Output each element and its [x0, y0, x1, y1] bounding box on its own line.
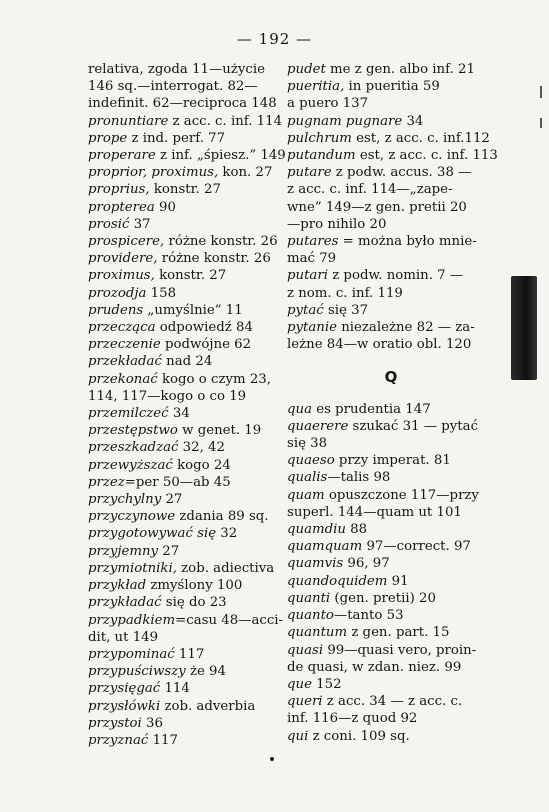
index-term: quamvis: [287, 556, 344, 572]
index-term: que: [287, 676, 312, 692]
index-reference: 99—quasi vero, proin-: [323, 642, 477, 658]
index-reference: „umyślnie” 11: [143, 302, 243, 318]
index-entry: [287, 607, 495, 624]
index-term: przykładać: [88, 595, 162, 611]
index-term: przykład: [88, 578, 147, 594]
index-entry: [287, 267, 495, 284]
index-reference: w genet. 19: [177, 423, 262, 439]
index-term: putandum: [287, 148, 356, 164]
index-reference: niezależne 82 — za-: [336, 320, 475, 336]
index-term: putari: [287, 268, 328, 284]
index-term: putare: [287, 165, 332, 181]
index-reference: z podw. nomin. 7 —: [327, 268, 464, 284]
index-entry: [287, 469, 495, 486]
index-reference: a puero 137: [287, 96, 369, 112]
index-entry: [88, 302, 278, 319]
index-term: quanti: [287, 590, 331, 606]
index-reference: się 37: [323, 302, 369, 318]
index-entry: [88, 130, 278, 147]
index-reference: = można było mnie-: [338, 234, 477, 250]
index-term: prudens: [88, 302, 144, 318]
index-reference: 34: [168, 406, 190, 422]
index-term: pugnam pugnare: [287, 113, 403, 129]
index-entry: [88, 491, 278, 508]
index-reference: nad 24: [161, 354, 213, 370]
index-reference: 90: [154, 199, 176, 215]
index-term: przemilczeć: [88, 406, 169, 422]
index-reference: superl. 144—quam ut 101: [287, 504, 462, 520]
index-entry: [287, 302, 495, 319]
right-column: [287, 61, 498, 745]
index-term: quamdiu: [287, 522, 346, 538]
index-term: przewyższać: [88, 457, 173, 473]
index-entry: [88, 216, 278, 233]
index-reference: zob. adiectiva: [176, 560, 275, 576]
index-entry: [287, 181, 495, 198]
index-entry: [88, 233, 278, 250]
index-term: quam: [287, 487, 325, 503]
index-entry: [287, 336, 495, 353]
page-edge-mark: [540, 86, 542, 98]
index-reference: kon. 27: [218, 165, 273, 181]
index-reference: (gen. pretii) 20: [330, 590, 436, 606]
index-term: przychylny: [88, 492, 162, 508]
section-letter-q: Q: [384, 368, 398, 387]
index-term: pulchrum: [287, 130, 352, 146]
index-reference: de quasi, w zdan. niez. 99: [287, 659, 462, 675]
index-term: pronuntiare: [88, 113, 169, 129]
index-entry: [88, 508, 278, 525]
index-reference: 32: [216, 526, 238, 542]
index-entry: [287, 573, 495, 590]
page-edge-shadow: [511, 276, 537, 380]
index-term: qua: [287, 401, 313, 417]
index-reference: me z gen. albo inf. 21: [325, 62, 475, 77]
index-entry: [287, 590, 495, 607]
index-entry: [88, 715, 278, 732]
index-reference: kogo 24: [172, 457, 231, 473]
index-reference: 37: [129, 216, 151, 232]
index-entry: [88, 95, 278, 112]
index-entry: [287, 676, 495, 693]
index-reference: 27: [158, 543, 180, 559]
index-entry: [287, 452, 495, 469]
index-entry: [287, 710, 495, 727]
index-entry: [88, 680, 278, 697]
index-term: quantum: [287, 625, 348, 641]
index-reference: różne konstr. 26: [164, 234, 278, 250]
index-entry: [88, 629, 278, 646]
index-reference: mać 79: [287, 251, 337, 267]
index-entry: [88, 525, 278, 542]
index-entry: [287, 504, 495, 521]
index-term: qui: [287, 728, 309, 744]
index-entry: [88, 663, 278, 680]
index-entry: [88, 250, 278, 267]
index-term: qualis: [287, 470, 328, 486]
right-column-bottom: [287, 401, 495, 745]
index-term: quandoquidem: [287, 573, 388, 589]
index-entry: [287, 199, 495, 216]
index-reference: konstr. 27: [149, 182, 221, 198]
index-entry: [287, 147, 498, 164]
index-reference: in pueritia 59: [344, 79, 440, 95]
page-edge-mark: [540, 118, 542, 128]
index-reference: =casu 48—acci-: [175, 612, 284, 628]
index-term: prosić: [88, 216, 130, 232]
index-entry: [88, 698, 278, 715]
index-reference: z podw. accus. 38 —: [331, 165, 472, 181]
index-entry: [287, 418, 495, 435]
index-term: pytanie: [287, 320, 337, 336]
index-entry: [88, 267, 278, 284]
index-reference: 34: [402, 113, 424, 129]
index-entry: [287, 216, 495, 233]
index-reference: 117: [148, 732, 178, 748]
index-entry: [287, 130, 495, 147]
index-entry: [88, 388, 278, 405]
index-reference: inf. 116—z quod 92: [287, 711, 418, 727]
index-reference: est, z acc. c. inf.112: [351, 130, 490, 146]
index-entry: [88, 61, 278, 78]
index-term: przystoi: [88, 715, 142, 731]
index-term: prospicere,: [88, 234, 165, 250]
index-reference: indefinit. 62—reciproca 148: [88, 96, 277, 112]
index-entry: [88, 594, 278, 611]
index-reference: 96, 97: [343, 556, 390, 572]
index-entry: [88, 371, 278, 388]
index-term: przez: [88, 474, 125, 490]
index-term: przypominać: [88, 646, 175, 662]
index-term: proprior, proximus,: [88, 165, 219, 181]
index-entry: [287, 728, 495, 745]
index-reference: przy imperat. 81: [334, 453, 451, 469]
index-reference: z acc. 34 — z acc. c.: [322, 694, 463, 710]
index-reference: podwójne 62: [160, 337, 252, 353]
left-column: [88, 61, 286, 749]
index-reference: 114: [160, 681, 190, 697]
index-reference: —talis 98: [327, 470, 391, 486]
index-entry: [88, 319, 278, 336]
index-term: pueritia,: [287, 79, 345, 95]
index-reference: że 94: [185, 664, 226, 680]
index-term: quasi: [287, 642, 324, 658]
index-entry: [88, 457, 278, 474]
index-entry: [88, 732, 278, 749]
index-term: quanto: [287, 608, 334, 624]
index-entry: [287, 61, 495, 78]
index-entry: [88, 78, 278, 95]
index-term: providere,: [88, 251, 158, 267]
index-reference: z inf. „śpiesz.” 149: [155, 148, 286, 164]
index-reference: kogo o czym 23,: [157, 371, 271, 387]
index-reference: 158: [146, 285, 177, 301]
index-reference: konstr. 27: [154, 268, 227, 284]
index-entry: [287, 113, 495, 130]
index-reference: różne konstr. 26: [157, 251, 271, 267]
index-term: przygotowywać się: [88, 526, 217, 542]
index-term: propterea: [88, 199, 155, 215]
index-reference: 32, 42: [178, 440, 225, 456]
index-entry: [287, 401, 495, 418]
index-reference: 36: [141, 715, 163, 731]
index-entry: [287, 642, 495, 659]
index-entry: [88, 164, 278, 181]
index-entry: [88, 336, 278, 353]
index-entry: [287, 319, 495, 336]
index-term: putares: [287, 234, 339, 250]
index-reference: 152: [311, 676, 342, 692]
index-entry: [287, 624, 495, 641]
index-term: quaerere: [287, 418, 349, 434]
print-dot: [270, 757, 274, 761]
index-entry: [88, 199, 278, 216]
index-term: przecząca: [88, 320, 156, 336]
index-entry: [287, 164, 495, 181]
index-entry: [287, 521, 495, 538]
index-entry: [287, 78, 495, 95]
index-entry: [287, 659, 495, 676]
index-term: przeszkadzać: [88, 440, 179, 456]
index-term: prope: [88, 130, 128, 146]
index-entry: [287, 538, 495, 555]
index-term: przysłówki: [88, 698, 161, 714]
index-entry: [287, 487, 495, 504]
index-term: przyczynowe: [88, 509, 176, 525]
index-reference: —pro nihilo 20: [287, 216, 387, 232]
index-reference: relativa, zgoda 11—użycie: [88, 62, 265, 77]
index-term: proprius,: [88, 182, 150, 198]
index-entry: [88, 113, 283, 130]
index-reference: dit, ut 149: [88, 629, 159, 645]
index-term: przymiotniki,: [88, 560, 177, 576]
index-term: przypuściwszy: [88, 664, 186, 680]
index-reference: 27: [161, 492, 183, 508]
index-term: przekładać: [88, 354, 162, 370]
index-term: przyznać: [88, 732, 149, 748]
index-term: pytać: [287, 302, 324, 318]
index-reference: 146 sq.—interrogat. 82—: [88, 79, 258, 95]
index-entry: [287, 285, 495, 302]
index-reference: z coni. 109 sq.: [308, 728, 410, 744]
index-reference: się 38: [287, 436, 328, 452]
index-entry: [88, 439, 278, 456]
index-reference: się do 23: [161, 595, 227, 611]
index-reference: szukać 31 — pytać: [348, 418, 479, 434]
index-entry: [88, 577, 278, 594]
index-reference: 114, 117—kogo o co 19: [88, 388, 247, 404]
index-reference: z acc. c. inf. 114—„zape-: [287, 182, 453, 198]
index-term: przysięgać: [88, 681, 161, 697]
index-entry: [88, 285, 278, 302]
index-reference: est, z acc. c. inf. 113: [355, 148, 498, 164]
index-reference: zdania 89 sq.: [175, 509, 269, 525]
index-term: queri: [287, 694, 323, 710]
index-entry: [287, 250, 495, 267]
index-entry: [88, 181, 278, 198]
index-term: quamquam: [287, 539, 363, 555]
index-term: przyjemny: [88, 543, 159, 559]
index-entry: [287, 233, 495, 250]
index-term: przeczenie: [88, 337, 161, 353]
index-term: quaeso: [287, 453, 335, 469]
index-entry: [287, 95, 495, 112]
index-reference: z nom. c. inf. 119: [287, 285, 403, 301]
index-reference: 117: [174, 646, 205, 662]
index-term: przestępstwo: [88, 423, 178, 439]
index-entry: [88, 422, 278, 439]
index-reference: z acc. c. inf. 114: [168, 113, 283, 129]
index-term: proximus,: [88, 268, 155, 284]
index-reference: zob. adverbia: [160, 698, 256, 714]
index-reference: —tanto 53: [333, 608, 404, 624]
index-entry: [88, 646, 278, 663]
index-reference: 88: [345, 522, 368, 538]
right-column-top: [287, 61, 498, 353]
index-reference: es prudentia 147: [312, 401, 431, 417]
index-entry: [88, 353, 278, 370]
index-reference: opuszczone 117—przy: [324, 487, 479, 503]
index-entry: [88, 543, 278, 560]
index-entry: [287, 693, 495, 710]
index-term: pudet: [287, 62, 326, 77]
index-term: prozodja: [88, 285, 147, 301]
index-reference: 97—correct. 97: [362, 539, 471, 555]
index-term: przekonać: [88, 371, 158, 387]
index-entry: [88, 474, 278, 491]
index-entry: [88, 612, 284, 629]
index-entry: [88, 405, 278, 422]
index-entry: [287, 435, 495, 452]
index-reference: odpowiedź 84: [155, 320, 253, 336]
index-entry: [287, 555, 495, 572]
index-reference: leżne 84—w oratio obl. 120: [287, 337, 472, 353]
index-reference: 91: [387, 573, 409, 589]
page-number: — 192 —: [236, 30, 313, 48]
index-reference: wne” 149—z gen. pretii 20: [287, 199, 467, 215]
index-entry: [88, 560, 278, 577]
index-reference: z ind. perf. 77: [127, 130, 226, 146]
index-term: properare: [88, 148, 156, 164]
index-entry: [88, 147, 286, 164]
index-reference: zmyślony 100: [146, 578, 243, 594]
index-reference: =per 50—ab 45: [124, 474, 231, 490]
index-term: przypadkiem: [88, 612, 176, 628]
index-reference: z gen. part. 15: [347, 625, 450, 641]
